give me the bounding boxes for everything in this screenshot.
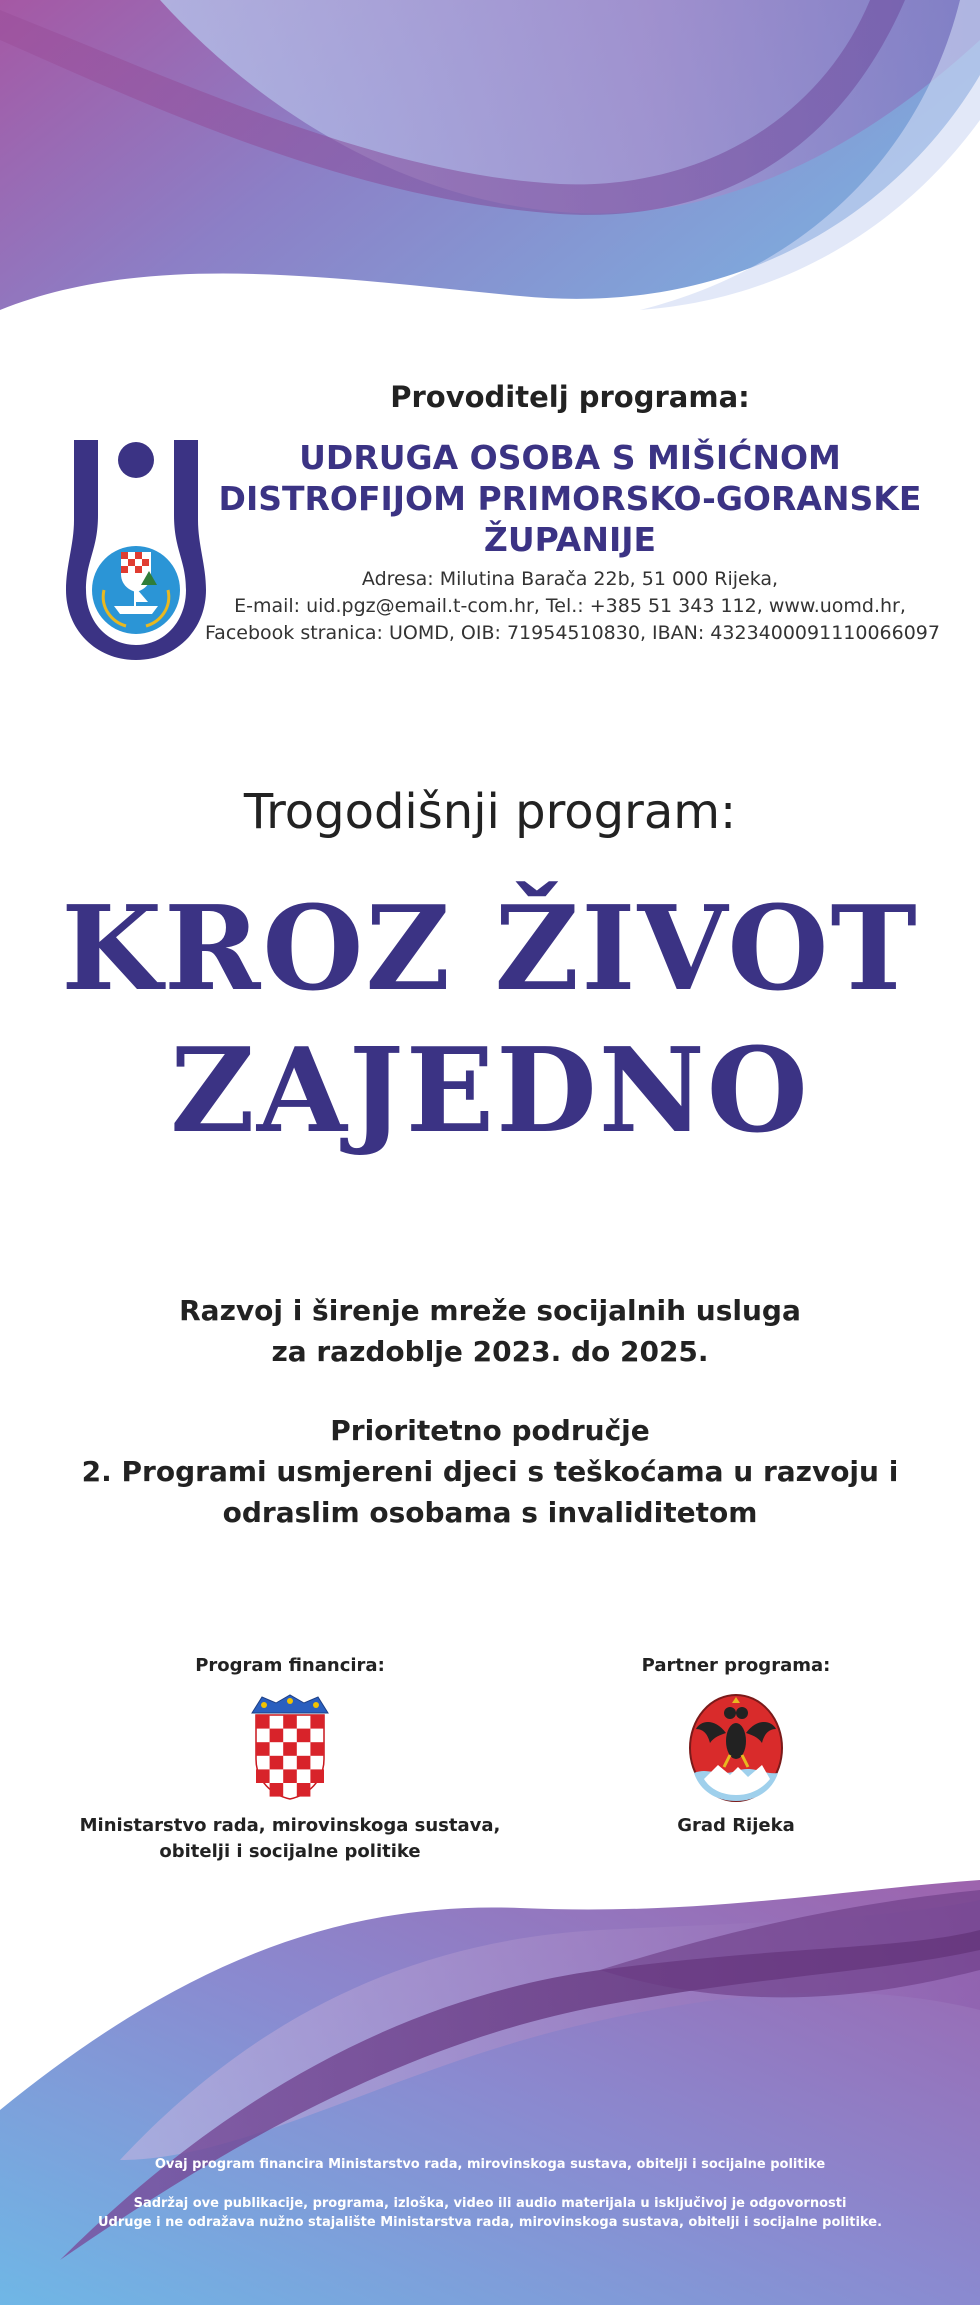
program-title — [0, 878, 980, 1162]
checker-square — [283, 1742, 297, 1756]
organization-name-line: UDRUGA OSOBA S MIŠIĆNOM — [299, 438, 841, 477]
development-line: Razvoj i širenje mreže socijalnih usluga — [179, 1294, 801, 1327]
bottom-wave-decoration — [0, 1860, 980, 2305]
checker-square — [297, 1729, 311, 1743]
funder-block — [60, 1655, 520, 1865]
priority-line: 2. Programi usmjereni djeci s teškoćama u razvoju i — [81, 1455, 899, 1488]
contact-line: E-mail: uid.pgz@email.t-com.hr, Tel.: +385 51 343 112, www.uomd.hr, — [234, 595, 906, 617]
footer-disclaimer — [40, 2194, 940, 2232]
priority-line: odraslim osobama s invaliditetom — [222, 1496, 758, 1529]
association-logo — [66, 440, 206, 660]
footer-funding-note: Ovaj program financira Ministarstvo rada, mirovinskoga sustava, obitelji i socijalne politike — [154, 2157, 826, 2172]
organization-name — [210, 437, 930, 560]
organization-name-line: ŽUPANIJE — [483, 520, 657, 559]
checker-square — [283, 1769, 297, 1783]
funder-label: Program financira: — [195, 1655, 385, 1676]
funder-name-line: Ministarstvo rada, mirovinskoga sustava, — [79, 1815, 501, 1836]
organization-name-line: DISTROFIJOM PRIMORSKO-GORANSKE — [218, 479, 922, 518]
development-text — [0, 1290, 980, 1372]
rijeka-coat-of-arms-icon — [686, 1693, 786, 1803]
checker-square — [256, 1769, 270, 1783]
croatia-coat-of-arms-icon — [250, 1693, 330, 1803]
partner-block — [586, 1655, 886, 1839]
program-title-line: ZAJEDNO — [170, 1023, 810, 1159]
priority-area — [40, 1410, 940, 1533]
funder-name-line: obitelji i socijalne politike — [159, 1841, 421, 1862]
checker-square — [297, 1783, 311, 1797]
checker-square — [256, 1742, 270, 1756]
contact-details — [205, 566, 940, 647]
checker-square — [310, 1769, 324, 1783]
program-type: Trogodišnji program: — [243, 784, 737, 840]
funder-name — [60, 1813, 520, 1865]
partner-label: Partner programa: — [641, 1655, 831, 1676]
address-line: Adresa: Milutina Barača 22b, 51 000 Rijeka, — [361, 568, 779, 590]
disclaimer-line: Udruge i ne odražava nužno stajalište Ministarstva rada, mirovinskoga sustava, obitelji i socijalne politike. — [97, 2215, 883, 2230]
program-title-line: KROZ ŽIVOT — [61, 881, 919, 1017]
checker-square — [283, 1715, 297, 1729]
checker-square — [310, 1742, 324, 1756]
checker-square — [270, 1783, 284, 1797]
priority-heading: Prioritetno područje — [330, 1414, 650, 1447]
provider-header: Provoditelj programa: — [390, 380, 750, 414]
checker-square — [297, 1756, 311, 1770]
checker-square — [310, 1715, 324, 1729]
checker-square — [256, 1715, 270, 1729]
disclaimer-line: Sadržaj ove publikacije, programa, izloška, video ili audio materijala u isključivoj je odgovornosti — [133, 2196, 847, 2211]
checker-square — [270, 1729, 284, 1743]
partner-name: Grad Rijeka — [677, 1815, 795, 1836]
development-line: za razdoblje 2023. do 2025. — [271, 1335, 709, 1368]
top-wave-decoration — [0, 0, 980, 330]
bank-line: Facebook stranica: UOMD, OIB: 71954510830, IBAN: 4323400091110066097 — [205, 622, 940, 644]
checker-square — [270, 1756, 284, 1770]
